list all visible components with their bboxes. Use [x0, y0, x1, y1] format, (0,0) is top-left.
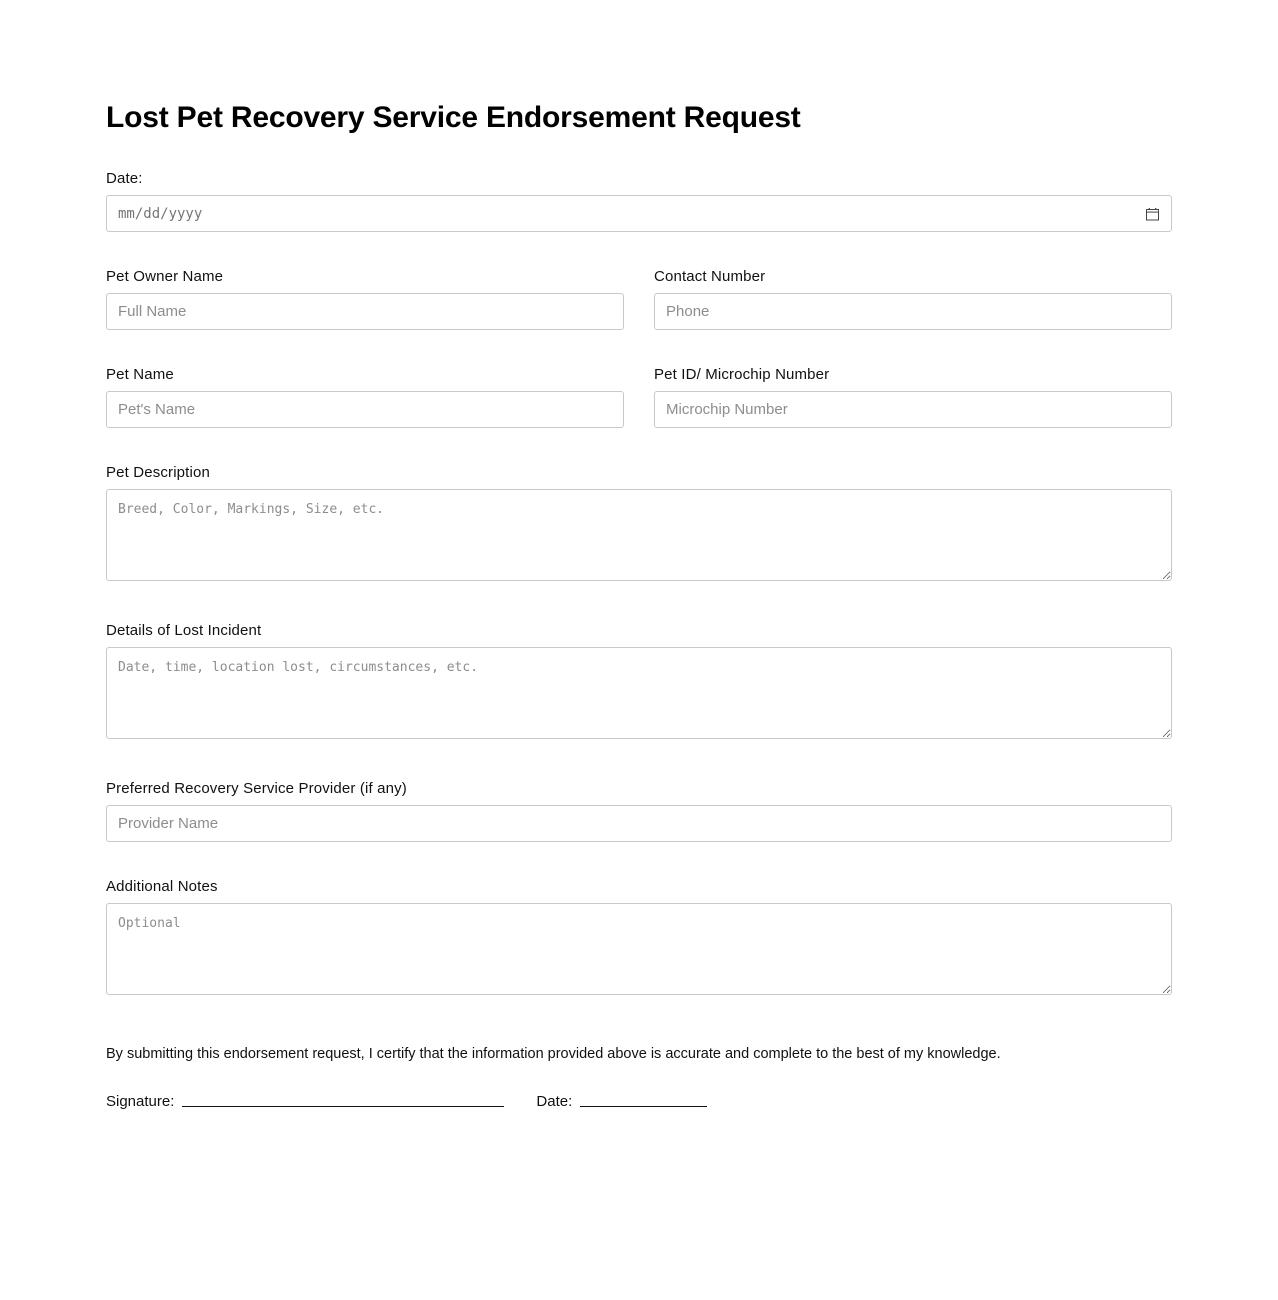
preferred-provider-input[interactable] — [106, 805, 1172, 842]
certification-statement: By submitting this endorsement request, I certify that the information provided above is accurate and complete to the best of my knowledge. — [106, 1046, 1001, 1062]
contact-number-input[interactable] — [654, 293, 1172, 330]
pet-name-group — [106, 366, 624, 428]
lost-incident-label: Details of Lost Incident — [106, 622, 262, 639]
pet-name-input[interactable] — [106, 391, 624, 428]
date-field-group — [106, 170, 1172, 232]
date-input[interactable] — [106, 195, 1172, 232]
additional-notes-textarea[interactable] — [106, 903, 1172, 995]
additional-notes-label: Additional Notes — [106, 878, 218, 895]
contact-number-group — [654, 268, 1172, 330]
lost-incident-group — [106, 622, 1172, 744]
lost-incident-textarea[interactable] — [106, 647, 1172, 739]
additional-notes-group — [106, 878, 1172, 1000]
pet-description-label: Pet Description — [106, 464, 210, 481]
contact-number-label: Contact Number — [654, 268, 766, 285]
signature-date-line[interactable] — [580, 1105, 707, 1107]
microchip-number-input[interactable] — [654, 391, 1172, 428]
date-label: Date: — [106, 170, 143, 187]
pet-owner-name-input[interactable] — [106, 293, 624, 330]
pet-owner-name-group — [106, 268, 624, 330]
microchip-number-label: Pet ID/ Microchip Number — [654, 366, 830, 383]
signature-row — [106, 1093, 1172, 1110]
preferred-provider-group — [106, 780, 1172, 842]
pet-name-id-row — [106, 366, 1172, 428]
date-input-wrapper — [106, 195, 1172, 232]
signature-label: Signature: — [106, 1093, 175, 1111]
pet-description-group — [106, 464, 1172, 586]
preferred-provider-label: Preferred Recovery Service Provider (if any) — [106, 780, 407, 797]
pet-description-textarea[interactable] — [106, 489, 1172, 581]
signature-line[interactable] — [182, 1105, 504, 1107]
pet-name-label: Pet Name — [106, 366, 174, 383]
page-title: Lost Pet Recovery Service Endorsement Request — [106, 101, 801, 134]
signature-date-label: Date: — [536, 1093, 573, 1111]
owner-contact-row — [106, 268, 1172, 330]
microchip-number-group — [654, 366, 1172, 428]
pet-owner-name-label: Pet Owner Name — [106, 268, 224, 285]
